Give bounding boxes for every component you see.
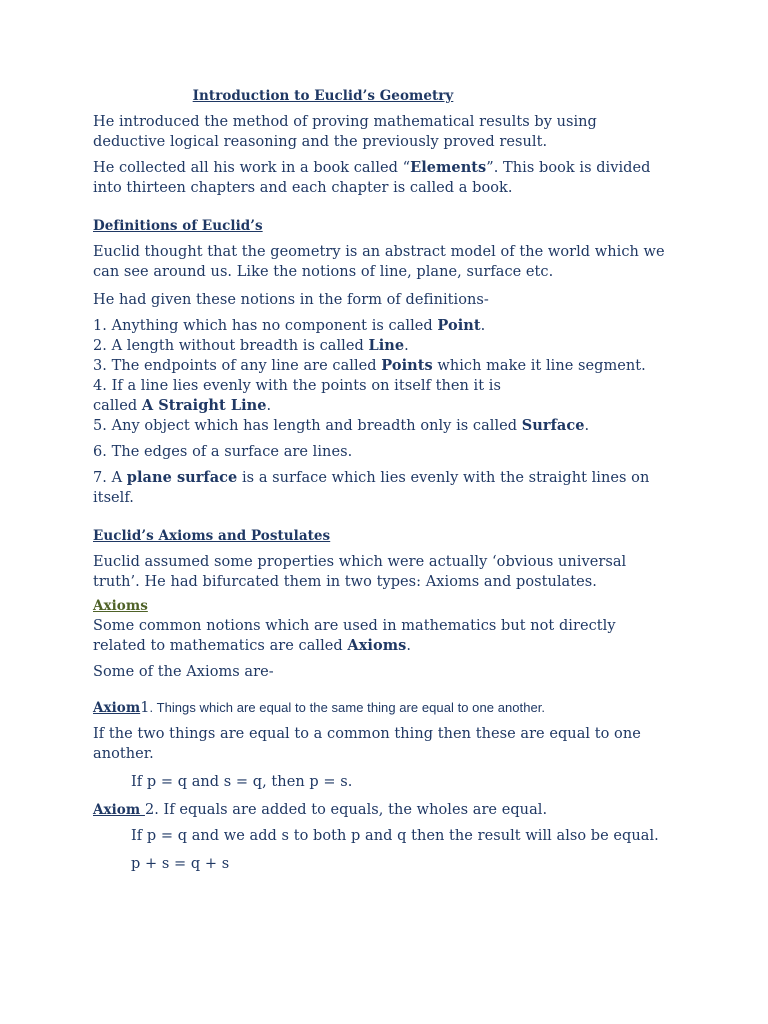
axioms-text: Some common notions which are used in mathematics but not directly related to mathematics are called xyxy=(93,618,616,654)
definitions-list xyxy=(93,316,673,508)
definition-term: A Straight Line xyxy=(141,397,267,414)
definition-item-3 xyxy=(93,356,673,376)
definition-term: Points xyxy=(381,357,433,374)
axioms-postulates-paragraph-1: Euclid assumed some properties which were actually ‘obvious universal truth’. He had bifurcated them in two types: Axioms and postulates. xyxy=(93,554,627,590)
axiom-1-label: Axiom xyxy=(93,700,141,716)
axiom-2-explanation: If p = q and we add s to both p and q then the result will also be equal. xyxy=(131,828,659,844)
definition-text: . xyxy=(404,338,409,354)
intro-paragraph-1: He introduced the method of proving mathematical results by using deductive logical reasoning and the previously proved result. xyxy=(93,114,597,150)
definitions-paragraph-1: Euclid thought that the geometry is an abstract model of the world which we can see around us. Like the notions of line, plane, surface etc. xyxy=(93,244,665,280)
axiom-1-example: If p = q and s = q, then p = s. xyxy=(131,774,353,790)
axioms-paragraph-3: Some of the Axioms are- xyxy=(93,664,274,680)
axioms-postulates-heading: Euclid’s Axioms and Postulates xyxy=(93,528,331,544)
axioms-paragraph-2 xyxy=(93,616,673,656)
definition-text: 5. Any object which has length and breadth only is called xyxy=(93,418,522,434)
definitions-paragraph-2: He had given these notions in the form of definitions- xyxy=(93,292,489,308)
axiom-1-statement xyxy=(93,698,673,718)
elements-term: Elements xyxy=(410,159,487,176)
definition-text: 6. The edges of a surface are lines. xyxy=(93,444,353,460)
definition-text: . xyxy=(480,318,486,334)
definition-text: 1. Anything which has no component is called xyxy=(93,318,438,334)
axiom-2-example: p + s = q + s xyxy=(131,856,230,872)
axioms-subheading: Axioms xyxy=(93,598,148,614)
definitions-heading: Definitions of Euclid’s xyxy=(93,218,263,234)
definition-item-5 xyxy=(93,416,673,436)
document-page xyxy=(93,86,673,874)
definition-text: is a surface which lies evenly with the straight lines on itself. xyxy=(93,470,650,506)
axiom-1-explanation: If the two things are equal to a common thing then these are equal to one another. xyxy=(93,726,641,762)
definition-text: . xyxy=(584,418,590,434)
definition-text: called xyxy=(93,398,142,414)
definition-item-6 xyxy=(93,442,673,462)
axiom-1-text: . Things which are equal to the same thing are equal to one another. xyxy=(149,700,546,715)
definition-term: Line xyxy=(368,337,405,354)
definition-item-1 xyxy=(93,316,673,336)
definition-item-2 xyxy=(93,336,673,356)
definition-item-4 xyxy=(93,376,673,416)
definition-text: 4. If a line lies evenly with the points on itself then it is xyxy=(93,378,501,394)
axiom-2-label: Axiom xyxy=(93,802,145,818)
definition-item-7 xyxy=(93,468,673,508)
axioms-term: Axioms xyxy=(347,637,407,654)
axiom-2-text: 2. If equals are added to equals, the wholes are equal. xyxy=(144,802,548,818)
axiom-2-statement xyxy=(93,800,673,820)
definition-term: Surface xyxy=(521,417,585,434)
definition-text: . xyxy=(266,398,272,414)
axioms-text: . xyxy=(406,638,411,654)
intro-text: He collected all his work in a book called “ xyxy=(93,160,411,176)
definition-term: plane surface xyxy=(126,469,238,486)
definition-term: Point xyxy=(437,317,481,334)
intro-text: ”. This book is divided into thirteen chapters and each chapter is called a book. xyxy=(93,160,651,196)
intro-paragraph-2 xyxy=(93,158,673,198)
definition-text: 2. A length without breadth is called xyxy=(93,338,369,354)
definition-text: which make it line segment. xyxy=(432,358,646,374)
definition-text: 3. The endpoints of any line are called xyxy=(93,358,382,374)
definition-text: 7. A xyxy=(93,470,127,486)
page-title: Introduction to Euclid’s Geometry xyxy=(192,88,454,104)
axiom-1-number: 1 xyxy=(140,700,150,716)
